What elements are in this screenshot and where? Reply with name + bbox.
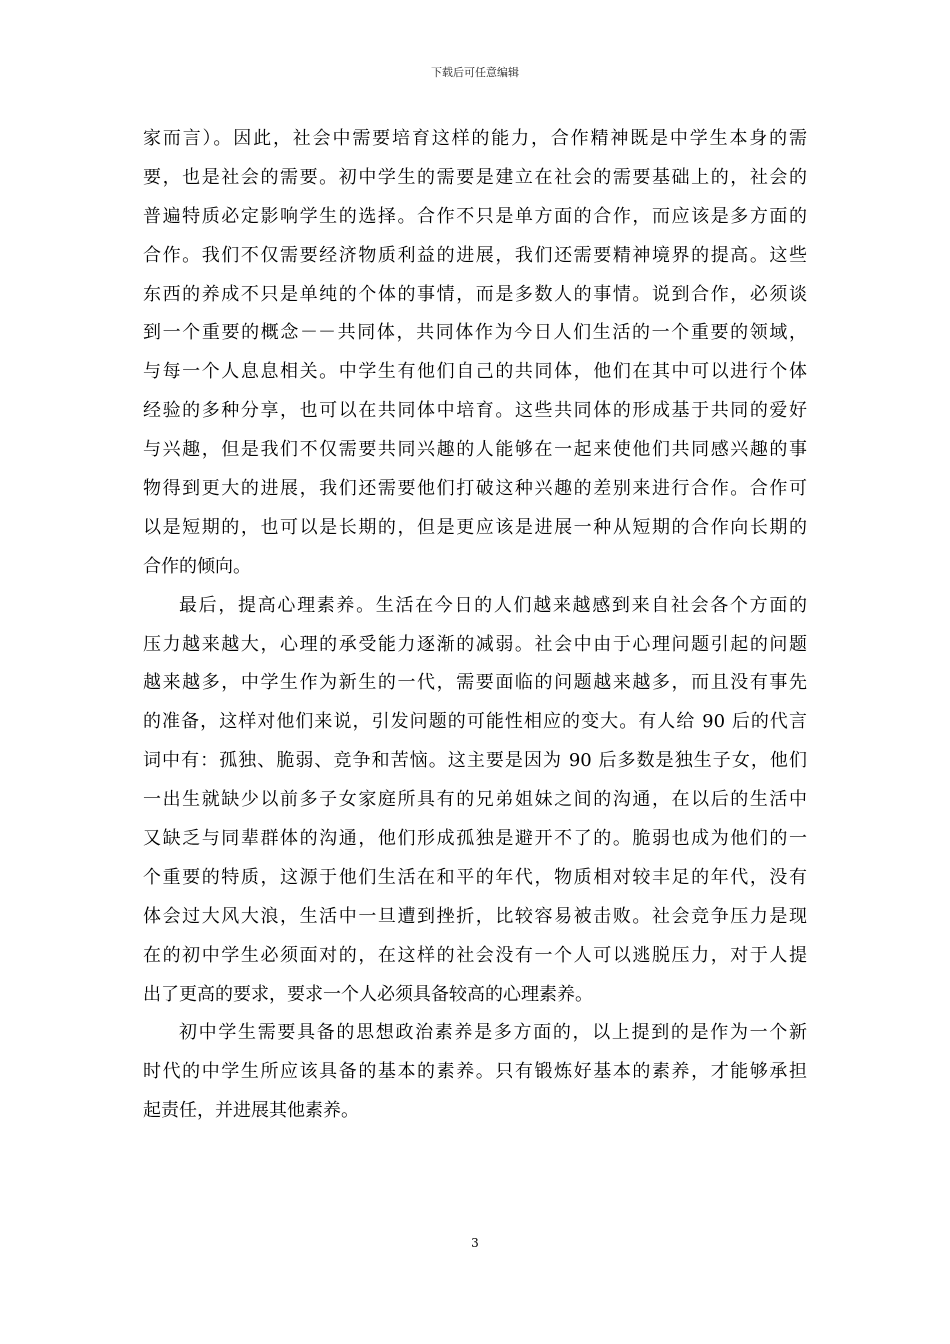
- text-line: 起责任，并进展其他素养。: [143, 1100, 359, 1122]
- paragraph: [143, 1021, 807, 1138]
- text-line: 合作。我们不仅需要经济物质利益的进展，我们还需要精神境界的提高。这些: [143, 244, 807, 266]
- text-line: 与每一个人息息相关。中学生有他们自己的共同体，他们在其中可以进行个体: [143, 361, 807, 383]
- text-line: 到一个重要的概念－－共同体，共同体作为今日人们生活的一个重要的领域，: [143, 322, 807, 344]
- text-line: 物得到更大的进展，我们还需要他们打破这种兴趣的差别来进行合作。合作可: [143, 478, 807, 500]
- text-line: 普遍特质必定影响学生的选择。合作不只是单方面的合作，而应该是多方面的: [143, 205, 807, 227]
- text-line: 最后，提高心理素养。生活在今日的人们越来越感到来自社会各个方面的: [179, 594, 807, 616]
- document-body: [143, 127, 807, 1138]
- text-line: 家而言）。因此，社会中需要培育这样的能力，合作精神既是中学生本身的需: [143, 128, 807, 149]
- text-line: 合作的倾向。: [143, 555, 251, 577]
- text-line: 以是短期的，也可以是长期的，但是更应该是进展一种从短期的合作向长期的: [143, 516, 807, 538]
- text-line: 一出生就缺少以前多子女家庭所具有的兄弟姐妹之间的沟通，在以后的生活中: [143, 789, 807, 811]
- page-number: 3: [471, 1236, 479, 1250]
- paragraph: [143, 594, 807, 1022]
- text-line: 词中有：孤独、脆弱、竞争和苦恼。这主要是因为 90 后多数是独生子女，他们: [143, 750, 807, 772]
- text-line: 又缺乏与同辈群体的沟通，他们形成孤独是避开不了的。脆弱也成为他们的一: [143, 828, 807, 850]
- text-line: 出了更高的要求，要求一个人必须具备较高的心理素养。: [143, 983, 593, 1005]
- text-line: 体会过大风大浪，生活中一旦遭到挫折，比较容易被击败。社会竞争压力是现: [143, 905, 807, 927]
- text-line: 要，也是社会的需要。初中学生的需要是建立在社会的需要基础上的，社会的: [143, 166, 807, 188]
- paragraph: [143, 127, 807, 594]
- text-line: 与兴趣，但是我们不仅需要共同兴趣的人能够在一起来使他们共同感兴趣的事: [143, 439, 807, 461]
- text-line: 东西的养成不只是单纯的个体的事情，而是多数人的事情。说到合作，必须谈: [143, 283, 807, 305]
- text-line: 压力越来越大，心理的承受能力逐渐的减弱。社会中由于心理问题引起的问题: [143, 633, 807, 655]
- text-line: 经验的多种分享，也可以在共同体中培育。这些共同体的形成基于共同的爱好: [143, 400, 807, 422]
- text-line: 初中学生需要具备的思想政治素养是多方面的，以上提到的是作为一个新: [179, 1022, 807, 1044]
- text-line: 在的初中学生必须面对的，在这样的社会没有一个人可以逃脱压力，对于人提: [143, 944, 807, 966]
- text-line: 越来越多，中学生作为新生的一代，需要面临的问题越来越多，而且没有事先: [143, 672, 807, 694]
- page-header: 下载后可任意编辑: [431, 66, 519, 79]
- text-line: 的准备，这样对他们来说，引发问题的可能性相应的变大。有人给 90 后的代言: [143, 711, 807, 733]
- text-line: 个重要的特质，这源于他们生活在和平的年代，物质相对较丰足的年代，没有: [143, 866, 807, 888]
- text-line: 时代的中学生所应该具备的基本的素养。只有锻炼好基本的素养，才能够承担: [143, 1061, 807, 1083]
